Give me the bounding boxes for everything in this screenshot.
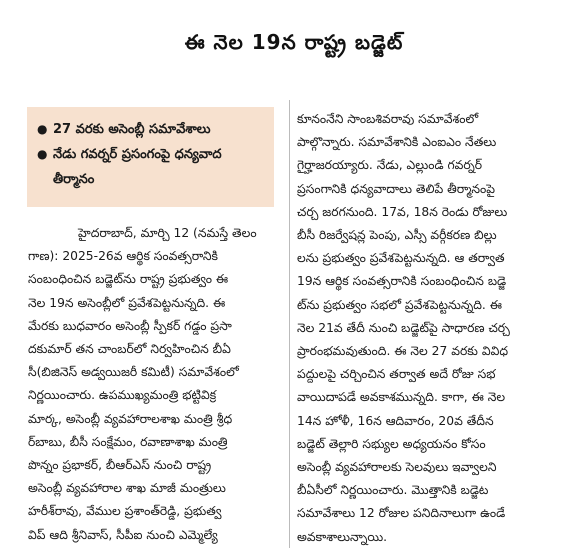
article-line: హైదరాబాద్, మార్చి 12 (నమస్తే తెలం bbox=[78, 226, 257, 240]
headline: ఈ నెల 19న రాష్ట్ర బడ్జెట్ bbox=[184, 29, 404, 54]
article-line: మేరకు బుధవారం అసెంబ్లీ స్పీకర్ గడ్డం ప్రసా bbox=[28, 318, 232, 333]
article-line: పాల్గొన్నారు. సమావేశానికి ఎంఐఎం నేతలు bbox=[297, 135, 497, 150]
article-line: బడ్జెట్ తెల్లారి సభ్యుల అధ్యయనం కోసం bbox=[297, 436, 486, 451]
article-line: మార్క, అసెంబ్లీ వ్యవహారాలశాఖ మంత్రి శ్రీధ bbox=[28, 411, 233, 426]
highlight-text: నేడు గవర్నర్ ప్రసంగంపై ధన్యవాద తీర్మానం bbox=[53, 147, 222, 187]
article-line: లను ప్రభుత్వం ప్రవేశపెట్టనున్నది. ఆ తర్వాత bbox=[297, 251, 505, 266]
article-line: బీఏసీలో నిర్ణయించారు. మొత్తానికి బడ్జెట bbox=[297, 483, 489, 498]
article-line: అవకాశాలున్నాయి. bbox=[297, 529, 388, 544]
article-line: పొన్నం ప్రభాకర్, బీఆర్‌ఎస్ నుంచి రాష్ట్ర bbox=[28, 458, 212, 473]
article-line: నెల 19న అసెంబ్లీలో ప్రవేశపెట్టనున్నది. ఈ bbox=[28, 295, 226, 310]
article-line: సీ(బిజినెస్ అడ్వయిజరీ కమిటీ) సమావేశంలో bbox=[28, 365, 239, 380]
article-line: సంబంధించిన బడ్జెట్‌ను రాష్ట్ర ప్రభుత్వం ఈ bbox=[28, 272, 229, 287]
article-line: నెల 21వ తేదీ నుంచి బడ్జెట్‌పై సాధారణ చర్చ bbox=[297, 320, 510, 335]
highlights-box bbox=[27, 107, 274, 207]
article-line: గైర్హాజరయ్యారు. నేడు, ఎల్లుండి గవర్నర్ bbox=[297, 158, 482, 173]
article-line: పద్దులపై చర్చించిన తర్వాత అదే రోజు సభ bbox=[297, 367, 496, 382]
article-line: చర్చ జరగనుంది. 17వ, 18న రెండు రోజులు bbox=[297, 204, 508, 219]
article-line: 19న ఆర్థిక సంవత్సరానికి సంబంధించిన బడ్జె bbox=[297, 274, 507, 289]
article-body-right-column bbox=[297, 108, 569, 552]
highlight-text: 27 వరకు అసెంబ్లీ సమావేశాలు bbox=[53, 122, 211, 137]
article-line: విప్ ఆది శ్రీనివాస్, సీపీఐ నుంచి ఎమ్మెల్యే bbox=[28, 527, 218, 542]
article-body-left-column bbox=[28, 222, 279, 552]
article-line: దకుమార్ తన చాంబర్‌లో నిర్వహించిన బీఏ bbox=[28, 342, 231, 357]
article-line: గాణ): 2025-26వ ఆర్థిక సంవత్సరానికి bbox=[28, 249, 218, 264]
bullet-icon: ● bbox=[37, 122, 48, 136]
bullet-icon: ● bbox=[37, 147, 48, 161]
article-line: హరీశ్‌రావు, వేముల ప్రశాంత్‌రెడ్డి, ప్రభుత్వ bbox=[28, 504, 222, 519]
article-line: 14న హోళీ, 16న ఆదివారం, 20వ తేదీన bbox=[297, 413, 494, 428]
article-line: అసెంబ్లీ వ్యవహారాలకు సెలవులు ఇవ్వాలని bbox=[297, 460, 497, 475]
highlight-item bbox=[37, 117, 266, 142]
article-line: సమావేశాలు 12 రోజుల పనిదినాలుగా ఉండే bbox=[297, 506, 506, 521]
article-line: కూనంనేని సాంబశివరావు సమావేశంలో bbox=[297, 112, 479, 126]
article-line: నిర్ణయించారు. ఉపముఖ్యమంత్రి భట్టివిక్ర bbox=[28, 388, 217, 403]
article-line: బీసీ రిజర్వేషన్ల పెంపు, ఎస్సీ వర్గీకరణ బిల్లు bbox=[297, 228, 497, 243]
article-line: అసెంబ్లీ వ్యవహారాల శాఖ మాజీ మంత్రులు bbox=[28, 481, 226, 496]
article-line: ట్‌ను ప్రభుత్వం సభలో ప్రవేశపెట్టనున్నది. ఈ bbox=[297, 297, 502, 312]
article-line: ర్‌బాబు, బీసీ సంక్షేమం, రవాణాశాఖ మంత్రి bbox=[28, 434, 228, 449]
article-line: ప్రసంగానికి ధన్యవాదాలు తెలిపే తీర్మానంపై bbox=[297, 181, 495, 196]
article-line: వాయిదాపడే అవకాశమున్నది. కాగా, ఈ నెల bbox=[297, 390, 506, 405]
column-divider bbox=[289, 100, 290, 548]
article-line: ప్రారంభమవుతుంది. ఈ నెల 27 వరకు వివిధ bbox=[297, 344, 508, 359]
highlight-item bbox=[37, 142, 266, 192]
